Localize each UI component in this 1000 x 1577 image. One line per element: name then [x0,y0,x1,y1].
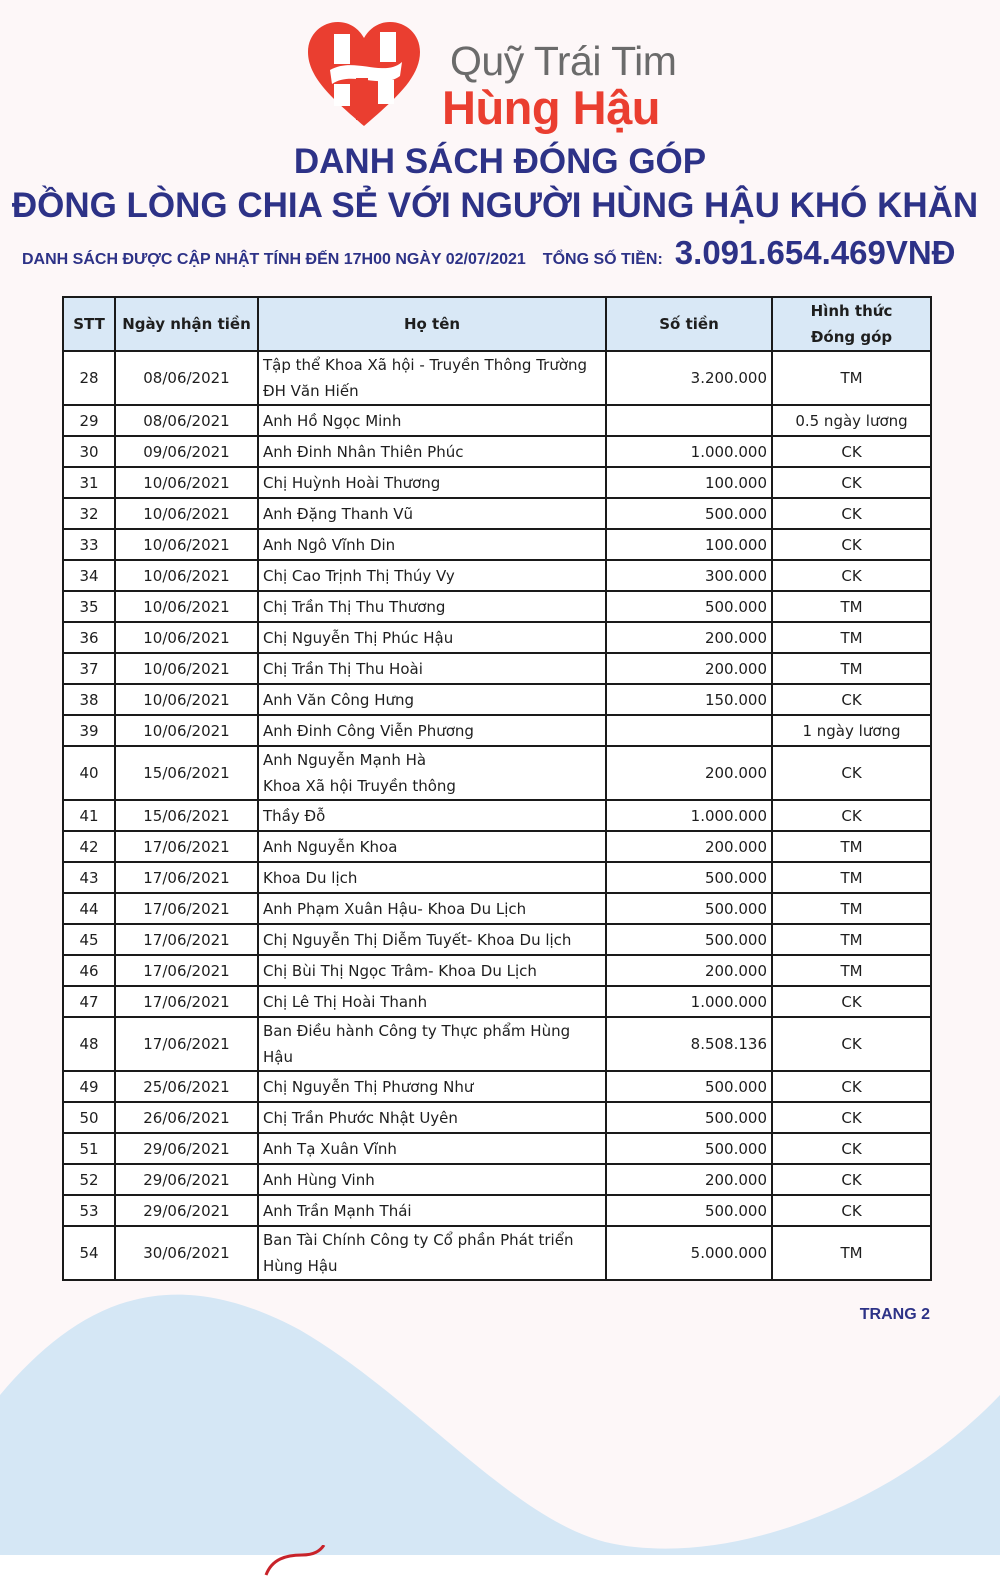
header-date: Ngày nhận tiền [115,297,258,351]
cell-type: CK [772,498,931,529]
cell-type: TM [772,351,931,405]
header-type [772,297,931,351]
cell-name-line1: Chị Lê Thị Hoài Thanh [263,992,428,1011]
cell-name-line1: Anh Ngô Vĩnh Din [263,535,396,554]
table-row [63,1102,931,1133]
cell-type: TM [772,653,931,684]
table-row [63,498,931,529]
cell-name [258,467,606,498]
cell-stt: 37 [63,653,115,684]
cell-type: 1 ngày lương [772,715,931,746]
cell-date: 10/06/2021 [115,684,258,715]
cell-name-line1: Anh Hồ Ngọc Minh [263,411,402,430]
table-row [63,986,931,1017]
cell-name [258,715,606,746]
table-row [63,684,931,715]
cell-name-line1: Chị Huỳnh Hoài Thương [263,473,441,492]
cell-name-line1: Anh Đinh Nhân Thiên Phúc [263,442,464,461]
cell-amount: 5.000.000 [606,1226,772,1280]
cell-type: CK [772,1071,931,1102]
cell-date: 15/06/2021 [115,800,258,831]
cell-type: TM [772,955,931,986]
table-row [63,351,931,405]
cell-amount: 200.000 [606,653,772,684]
cell-type: TM [772,924,931,955]
cell-date: 10/06/2021 [115,560,258,591]
cell-date: 25/06/2021 [115,1071,258,1102]
table-row [63,862,931,893]
cell-stt: 48 [63,1017,115,1071]
cell-name [258,591,606,622]
cell-name [258,1195,606,1226]
brand-line-2: Hùng Hậu [442,81,660,134]
cell-amount: 8.508.136 [606,1017,772,1071]
cell-name [258,1102,606,1133]
cell-date: 08/06/2021 [115,405,258,436]
cell-type: CK [772,800,931,831]
cell-name [258,529,606,560]
cell-date: 26/06/2021 [115,1102,258,1133]
cell-amount: 200.000 [606,622,772,653]
cell-date: 29/06/2021 [115,1133,258,1164]
cell-amount: 100.000 [606,467,772,498]
updated-text: DANH SÁCH ĐƯỢC CẬP NHẬT TÍNH ĐẾN 17H00 NGÀY 02/07/2021 [22,251,526,268]
cell-name [258,893,606,924]
cell-name [258,986,606,1017]
cell-type: CK [772,746,931,800]
cell-stt: 44 [63,893,115,924]
table-header-row [63,297,931,351]
cell-name-line1: Anh Nguyễn Khoa [263,837,398,856]
cell-name [258,800,606,831]
table-row [63,893,931,924]
cell-type: CK [772,529,931,560]
table-row [63,591,931,622]
cell-stt: 31 [63,467,115,498]
cell-name [258,622,606,653]
cell-type: CK [772,467,931,498]
table-row [63,800,931,831]
cell-date: 10/06/2021 [115,622,258,653]
total-value: 3.091.654.469VNĐ [674,234,956,271]
cell-stt: 50 [63,1102,115,1133]
cell-stt: 49 [63,1071,115,1102]
cell-name-line1: Anh Đinh Công Viễn Phương [263,721,474,740]
brand-line-1: Quỹ Trái Tim [450,38,677,84]
cell-date: 10/06/2021 [115,715,258,746]
cell-name-line1: Tập thể Khoa Xã hội - Truyền Thông Trường [263,356,588,374]
cell-stt: 46 [63,955,115,986]
table-row [63,653,931,684]
table-row [63,1226,931,1280]
cell-name-line1: Chị Cao Trịnh Thị Thúy Vy [263,566,455,585]
cell-name [258,1071,606,1102]
cell-amount: 500.000 [606,498,772,529]
cell-name [258,436,606,467]
cell-date: 29/06/2021 [115,1164,258,1195]
table-row [63,924,931,955]
cell-type: TM [772,893,931,924]
cell-stt: 53 [63,1195,115,1226]
cell-name-line1: Chị Trần Thị Thu Thương [263,597,446,616]
table-row [63,831,931,862]
cell-date: 17/06/2021 [115,924,258,955]
cell-amount: 300.000 [606,560,772,591]
cell-date: 17/06/2021 [115,831,258,862]
table-row [63,622,931,653]
cell-amount: 500.000 [606,862,772,893]
cell-date: 08/06/2021 [115,351,258,405]
cell-name [258,684,606,715]
cell-name-line1: Chị Nguyễn Thị Diễm Tuyết- Khoa Du lịch [263,930,572,949]
cell-date: 17/06/2021 [115,986,258,1017]
cell-date: 10/06/2021 [115,591,258,622]
cell-type: TM [772,1226,931,1280]
cell-name [258,1164,606,1195]
cell-name-line1: Anh Trần Mạnh Thái [263,1201,412,1220]
cell-type: CK [772,1133,931,1164]
fund-logo [304,20,704,132]
cell-amount: 500.000 [606,1071,772,1102]
cell-type: CK [772,1195,931,1226]
cell-name [258,831,606,862]
cell-stt: 30 [63,436,115,467]
wave-shape [0,1295,1000,1555]
cell-name-line2: Khoa Xã hội Truyền thông [263,777,456,795]
cell-type: TM [772,862,931,893]
cell-stt: 51 [63,1133,115,1164]
cell-stt: 33 [63,529,115,560]
cell-stt: 54 [63,1226,115,1280]
table-row [63,1071,931,1102]
cell-stt: 32 [63,498,115,529]
header-name: Họ tên [258,297,606,351]
total-label: TỔNG SỐ TIỀN: [542,251,663,268]
cell-amount: 100.000 [606,529,772,560]
cell-amount: 500.000 [606,1195,772,1226]
cell-type: CK [772,1102,931,1133]
cell-date: 15/06/2021 [115,746,258,800]
page-title: DANH SÁCH ĐÓNG GÓP [293,142,707,181]
cell-date: 17/06/2021 [115,955,258,986]
cell-amount: 3.200.000 [606,351,772,405]
cell-amount: 200.000 [606,955,772,986]
cell-name [258,862,606,893]
cell-name [258,351,606,405]
cell-amount: 200.000 [606,1164,772,1195]
table-row [63,560,931,591]
cell-amount: 500.000 [606,1133,772,1164]
cell-stt: 38 [63,684,115,715]
heart-logo-icon [304,20,424,128]
cell-date: 10/06/2021 [115,498,258,529]
cell-amount: 1.000.000 [606,800,772,831]
cell-amount [606,405,772,436]
summary-line [22,234,976,272]
page-subtitle: ĐỒNG LÒNG CHIA SẺ VỚI NGƯỜI HÙNG HẬU KHÓ KHĂN [11,186,979,225]
cell-amount: 200.000 [606,746,772,800]
cell-type: CK [772,986,931,1017]
cell-stt: 43 [63,862,115,893]
cell-name [258,955,606,986]
cell-name-line1: Ban Điều hành Công ty Thực phẩm Hùng Hậu [263,1022,571,1066]
cell-amount: 500.000 [606,924,772,955]
cell-name [258,746,606,800]
cell-amount: 1.000.000 [606,986,772,1017]
cell-stt: 40 [63,746,115,800]
cell-amount: 500.000 [606,591,772,622]
cell-name-line1: Chị Nguyễn Thị Phương Như [263,1077,474,1096]
cell-stt: 36 [63,622,115,653]
cell-stt: 28 [63,351,115,405]
cell-stt: 39 [63,715,115,746]
cell-date: 29/06/2021 [115,1195,258,1226]
cell-stt: 42 [63,831,115,862]
cell-name-line2: ĐH Văn Hiến [263,382,359,400]
cell-name [258,498,606,529]
cell-type: TM [772,622,931,653]
cell-type: 0.5 ngày lương [772,405,931,436]
bottom-strip [0,1555,1000,1577]
cell-stt: 52 [63,1164,115,1195]
table-row [63,715,931,746]
cell-date: 10/06/2021 [115,653,258,684]
cell-name [258,405,606,436]
cell-date: 17/06/2021 [115,862,258,893]
cell-name-line2: Hùng Hậu [263,1257,338,1275]
cell-name-line1: Anh Tạ Xuân Vĩnh [263,1139,397,1158]
header-amount: Số tiền [606,297,772,351]
table-row [63,1164,931,1195]
cell-amount: 500.000 [606,893,772,924]
cell-type: CK [772,436,931,467]
cell-date: 09/06/2021 [115,436,258,467]
header-stt: STT [63,297,115,351]
cell-date: 10/06/2021 [115,467,258,498]
cell-name [258,1017,606,1071]
header-type-line1: Hình thức [810,302,893,320]
table-row [63,529,931,560]
cell-stt: 45 [63,924,115,955]
cell-amount [606,715,772,746]
cell-type: TM [772,831,931,862]
cell-date: 17/06/2021 [115,1017,258,1071]
cell-name-line1: Anh Đặng Thanh Vũ [263,504,414,523]
cell-name [258,924,606,955]
cell-type: CK [772,560,931,591]
cell-type: TM [772,591,931,622]
table-row [63,1133,931,1164]
cell-name-line1: Chị Trần Thị Thu Hoài [263,659,423,678]
cell-amount: 500.000 [606,1102,772,1133]
page-number: TRANG 2 [859,1306,930,1323]
cell-name-line1: Khoa Du lịch [263,868,358,887]
table-row [63,955,931,986]
cell-type: CK [772,1164,931,1195]
table-row [63,1017,931,1071]
ribbon-decoration-icon [262,1545,332,1577]
cell-amount: 1.000.000 [606,436,772,467]
cell-amount: 200.000 [606,831,772,862]
cell-date: 17/06/2021 [115,893,258,924]
cell-name [258,653,606,684]
cell-name-line1: Anh Nguyễn Mạnh Hà [263,751,427,769]
cell-name [258,1226,606,1280]
cell-stt: 47 [63,986,115,1017]
cell-stt: 34 [63,560,115,591]
cell-name-line1: Anh Phạm Xuân Hậu- Khoa Du Lịch [263,899,527,918]
cell-name-line1: Thầy Đỗ [263,806,326,825]
cell-stt: 35 [63,591,115,622]
cell-name-line1: Anh Văn Công Hưng [263,690,415,709]
cell-date: 30/06/2021 [115,1226,258,1280]
cell-name-line1: Chị Trần Phước Nhật Uyên [263,1108,458,1127]
cell-type: CK [772,1017,931,1071]
cell-date: 10/06/2021 [115,529,258,560]
cell-amount: 150.000 [606,684,772,715]
cell-name [258,560,606,591]
cell-name-line1: Chị Bùi Thị Ngọc Trâm- Khoa Du Lịch [263,961,537,980]
cell-name-line1: Chị Nguyễn Thị Phúc Hậu [263,628,454,647]
table-row [63,746,931,800]
cell-stt: 41 [63,800,115,831]
table-body [63,351,931,1280]
header-type-line2: Đóng góp [810,328,893,346]
cell-name-line1: Anh Hùng Vinh [263,1170,375,1189]
table-row [63,436,931,467]
table-row [63,405,931,436]
table-row [63,467,931,498]
table-row [63,1195,931,1226]
donations-table [62,296,932,1281]
cell-stt: 29 [63,405,115,436]
cell-type: CK [772,684,931,715]
cell-name-line1: Ban Tài Chính Công ty Cổ phần Phát triển [263,1231,574,1249]
background-wave [0,1290,1000,1577]
cell-name [258,1133,606,1164]
